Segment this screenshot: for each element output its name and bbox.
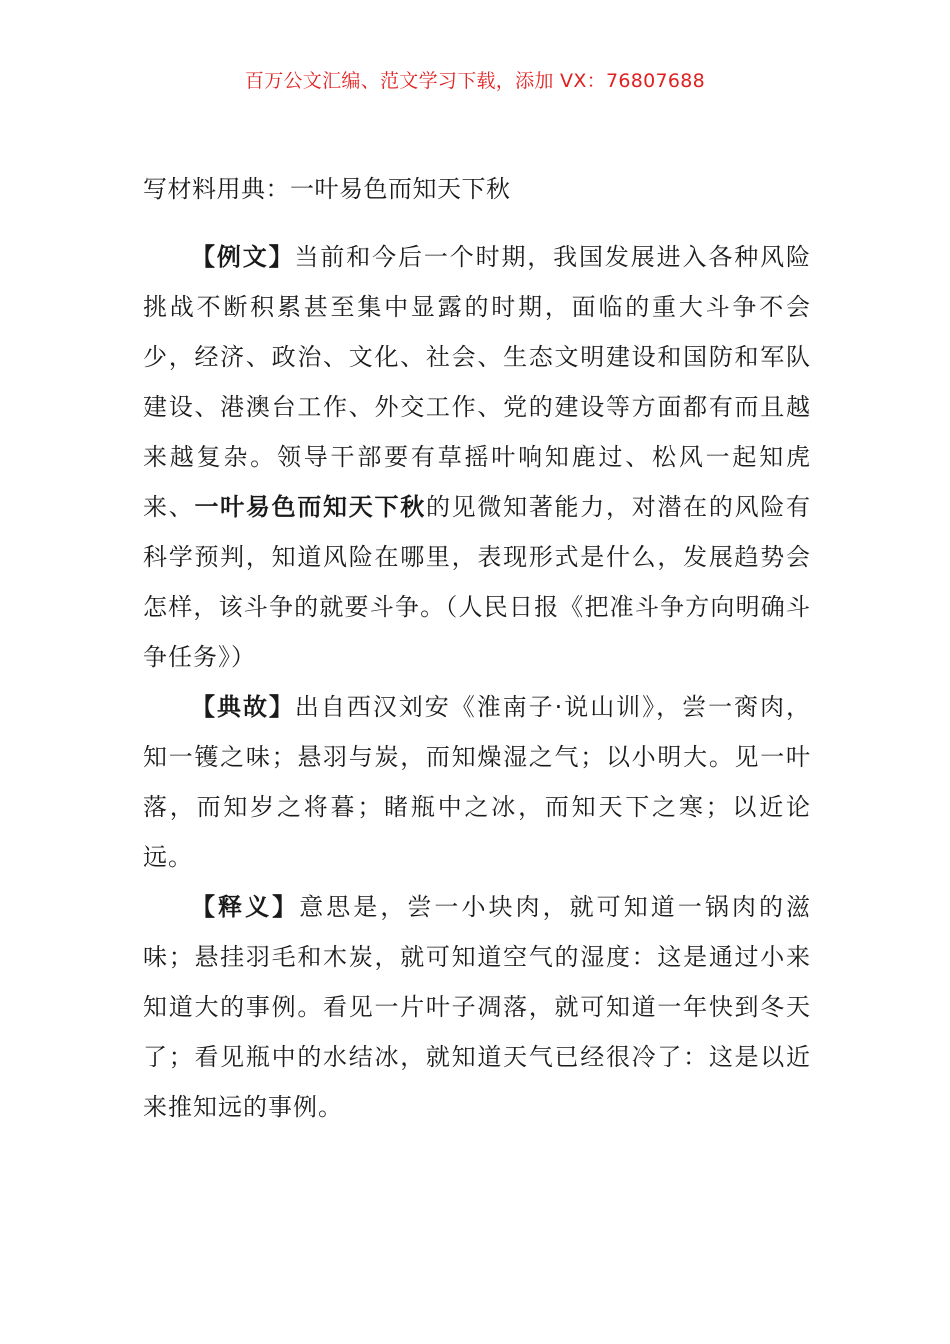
meaning-text: 意思是，尝一小块肉，就可知道一锅肉的滋味；悬挂羽毛和木炭，就可知道空气的湿度：这是通过小来知道大的事例。看见一片叶子凋落，就可知道一年快到冬天了；看见瓶中的水结冰，就知道天气已经很冷了：这是以近来推知远的事例。 bbox=[143, 893, 812, 1121]
example-tag: 【例文】 bbox=[191, 243, 295, 271]
document-title: 写材料用典：一叶易色而知天下秋 bbox=[143, 175, 511, 203]
example-text-before: 当前和今后一个时期，我国发展进入各种风险挑战不断积累甚至集中显露的时期，面临的重大斗争不会少，经济、政治、文化、社会、生态文明建设和国防和军队建设、港澳台工作、外交工作、党的建设等方面都有而且越来越复杂。领导干部要有草摇叶响知鹿过、松风一起知虎来、 bbox=[143, 243, 812, 521]
example-text-after: 的见微知著能力，对潜在的风险有科学预判，知道风险在哪里，表现形式是什么，发展趋势会怎样，该斗争的就要斗争。（人民日报《把准斗争方向明确斗争任务》） bbox=[143, 493, 812, 671]
header-banner: 百万公文汇编、范文学习下载，添加 VX：76807688 bbox=[244, 70, 706, 92]
allusion-text: 出自西汉刘安《淮南子·说山训》，尝一脔肉，知一镬之味；悬羽与炭，而知燥湿之气；以小明大。见一叶落，而知岁之将暮；睹瓶中之冰，而知天下之寒；以近论远。 bbox=[143, 693, 811, 871]
allusion-paragraph bbox=[143, 682, 811, 882]
meaning-tag: 【释义】 bbox=[191, 893, 300, 921]
example-paragraph bbox=[143, 232, 811, 682]
example-highlight: 一叶易色而知天下秋 bbox=[194, 493, 426, 521]
meaning-paragraph bbox=[143, 882, 811, 1132]
document-body bbox=[143, 167, 811, 1132]
allusion-tag: 【典故】 bbox=[191, 693, 295, 721]
